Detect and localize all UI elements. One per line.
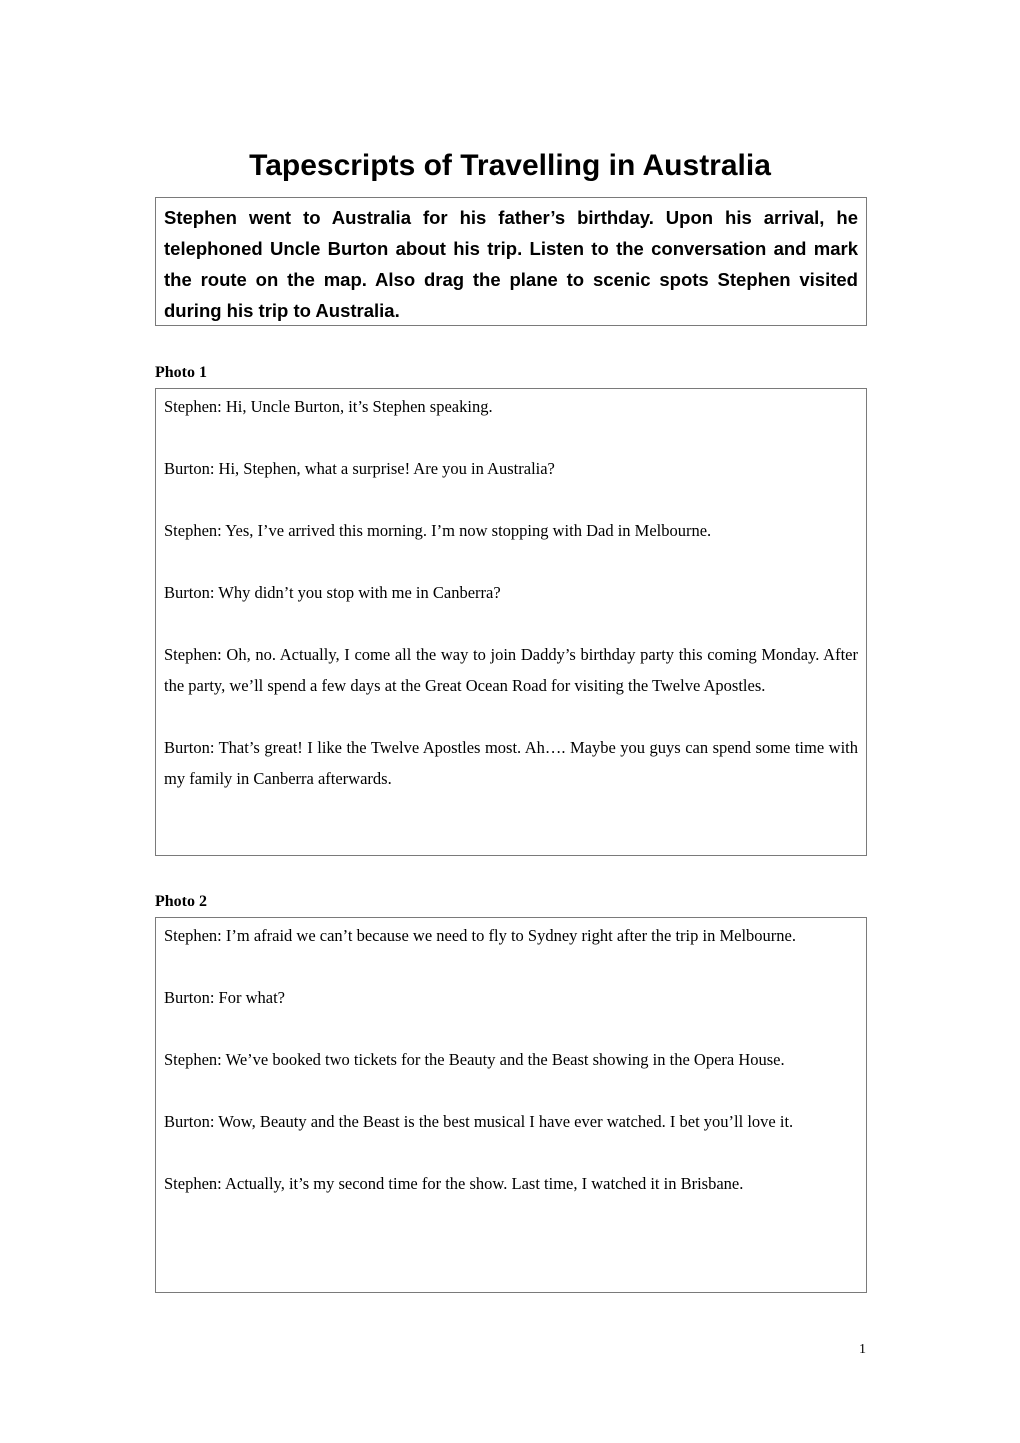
photo-1-label: Photo 1 (155, 364, 207, 381)
document-title: Tapescripts of Travelling in Australia (249, 149, 771, 182)
photo-2-dialogue-box (155, 917, 867, 1293)
dialogue-line: Stephen: Yes, I’ve arrived this morning. I’m now stopping with Dad in Melbourne. (164, 521, 712, 540)
dialogue-line: Stephen: Actually, it’s my second time for the show. Last time, I watched it in Brisbane. (164, 1174, 744, 1193)
dialogue-line: Stephen: Hi, Uncle Burton, it’s Stephen speaking. (164, 397, 493, 416)
dialogue-line: Burton: Why didn’t you stop with me in Canberra? (164, 583, 501, 602)
dialogue-line: Stephen: We’ve booked two tickets for the Beauty and the Beast showing in the Opera House. (164, 1050, 785, 1069)
dialogue-line: Burton: That’s great! I like the Twelve Apostles most. Ah…. Maybe you guys can spend some time with my family in Canberra afterwards. (164, 738, 858, 788)
photo-2-label: Photo 2 (155, 893, 207, 910)
dialogue-line: Stephen: Oh, no. Actually, I come all the way to join Daddy’s birthday party this coming Monday. After the party, we’ll spend a few days at the Great Ocean Road for visiting the Twelve Apostles. (164, 645, 858, 695)
instructions-box: Stephen went to Australia for his father’s birthday. Upon his arrival, he telephoned Uncle Burton about his trip. Listen to the conversation and mark the route on the map. Also drag the plane to scenic spots Stephen visited during his trip to Australia. (155, 197, 867, 326)
dialogue-line: Burton: Wow, Beauty and the Beast is the best musical I have ever watched. I bet you’ll love it. (164, 1112, 794, 1131)
photo-1-dialogue-box (155, 388, 867, 856)
dialogue-line: Stephen: I’m afraid we can’t because we need to fly to Sydney right after the trip in Melbourne. (164, 926, 796, 945)
dialogue-line: Burton: Hi, Stephen, what a surprise! Are you in Australia? (164, 459, 555, 478)
page-number: 1 (859, 1342, 866, 1357)
dialogue-line: Burton: For what? (164, 988, 285, 1007)
